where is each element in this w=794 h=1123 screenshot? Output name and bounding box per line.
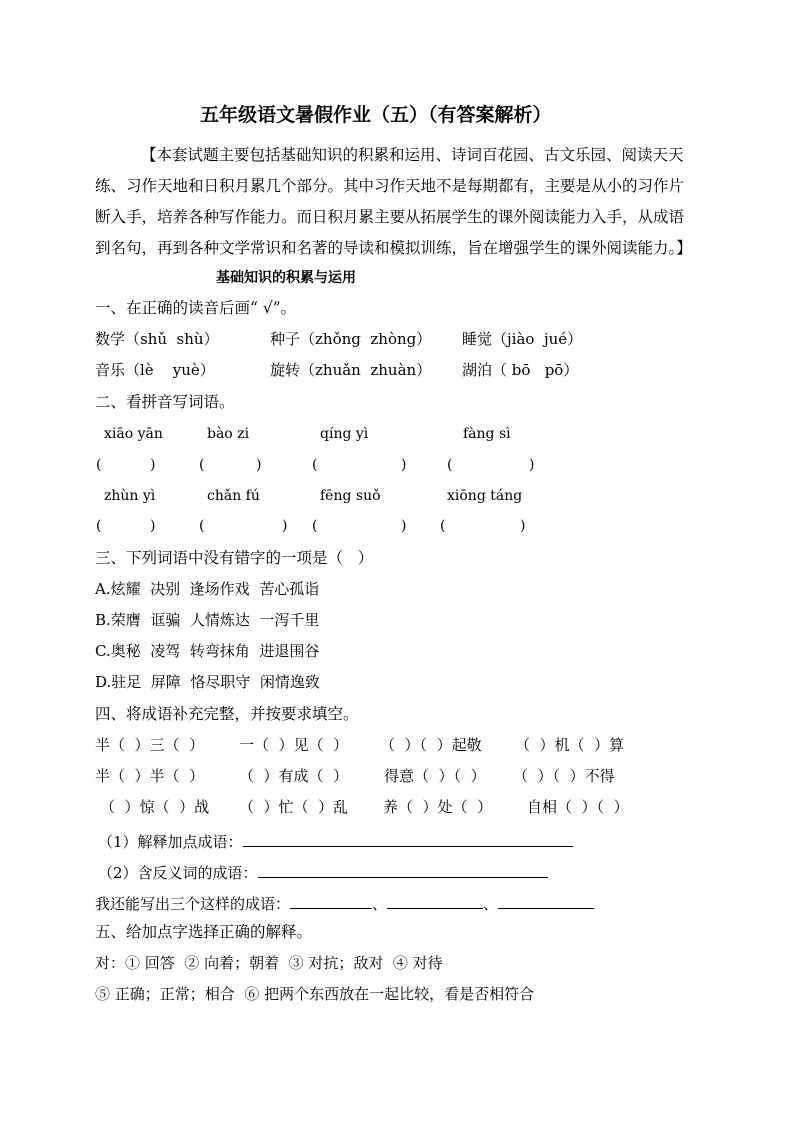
answer-paren-close: ) bbox=[150, 518, 156, 534]
answer-paren-close: ) bbox=[401, 457, 407, 473]
answer-paren-close: ) bbox=[150, 457, 156, 473]
pinyin-5: zhùn yì bbox=[104, 488, 156, 504]
q1-item-6: 湖泊（ bō pō） bbox=[462, 361, 579, 379]
q1-item-3: 睡觉（jiào jué） bbox=[462, 330, 583, 348]
q5-prompt: 五、给加点字选择正确的解释。 bbox=[95, 923, 313, 941]
section-heading: 基础知识的积累与运用 bbox=[216, 270, 356, 286]
idiom-blank: （ ）忙（ ）乱 bbox=[239, 798, 349, 816]
pinyin-1: xiāo yān bbox=[104, 426, 163, 442]
q1-item-2: 种子（zhǒng zhòng） bbox=[270, 330, 432, 348]
q5-line-1: 对：① 回答 ② 向着；朝着 ③ 对抗；敌对 ④ 对待 bbox=[95, 954, 443, 972]
page-title: 五年级语文暑假作业（五）（有答案解析） bbox=[200, 104, 552, 126]
idiom-blank: 半（ ）三（ ） bbox=[95, 736, 205, 754]
answer-paren-open: ( bbox=[447, 457, 453, 473]
q3-option-d: D.驻足 屏障 恪尽职守 闲情逸致 bbox=[95, 673, 320, 691]
answer-paren-close: ) bbox=[520, 518, 526, 534]
pinyin-7: fēng suǒ bbox=[320, 488, 381, 504]
pinyin-4: fàng sì bbox=[463, 426, 511, 442]
pinyin-3: qíng yì bbox=[320, 426, 369, 442]
q4-sub2: （2）含反义词的成语： bbox=[98, 863, 548, 881]
q3-option-c: C.奥秘 凌驾 转弯抹角 进退围谷 bbox=[95, 642, 320, 660]
answer-paren-open: ( bbox=[440, 518, 446, 534]
idiom-blank: （ ）（ ）起敬 bbox=[380, 736, 482, 754]
q1-item-1: 数学（shǔ shù） bbox=[95, 330, 219, 348]
answer-line[interactable] bbox=[387, 894, 483, 909]
answer-paren-open: ( bbox=[199, 518, 205, 534]
answer-paren-close: ) bbox=[282, 518, 288, 534]
answer-paren-open: ( bbox=[312, 518, 318, 534]
intro-line-3: 断入手，培养各种写作能力。而日积月累主要从拓展学生的课外阅读能力入手，从成语 bbox=[95, 208, 685, 226]
idiom-blank: （ ）惊（ ）战 bbox=[100, 798, 210, 816]
q1-prompt: 一、在正确的读音后画“ √”。 bbox=[95, 299, 297, 317]
q4-sub1: （1）解释加点成语： bbox=[98, 832, 573, 850]
answer-paren-close: ) bbox=[529, 457, 535, 473]
idiom-blank: 自相（ ）（ ） bbox=[527, 798, 629, 816]
idiom-blank: 一（ ）见（ ） bbox=[239, 736, 349, 754]
answer-paren-close: ) bbox=[256, 457, 262, 473]
answer-line[interactable] bbox=[243, 832, 573, 847]
pinyin-8: xiōng táng bbox=[447, 488, 523, 504]
idiom-blank: （ ）（ ）不得 bbox=[513, 767, 615, 785]
answer-paren-close: ) bbox=[401, 518, 407, 534]
q1-item-4: 音乐（lè yuè） bbox=[95, 361, 215, 379]
intro-line-1: 【本套试题主要包括基础知识的积累和运用、诗词百花园、古文乐园、阅读天天 bbox=[141, 146, 684, 164]
q4-more: 我还能写出三个这样的成语： 、 、 bbox=[95, 894, 594, 912]
q3-option-b: B.荣膺 诓骗 人情炼达 一泻千里 bbox=[95, 611, 320, 629]
answer-line[interactable] bbox=[258, 863, 548, 878]
q4-prompt: 四、将成语补充完整，并按要求填空。 bbox=[95, 705, 359, 723]
idiom-blank: 半（ ）半（ ） bbox=[95, 767, 205, 785]
idiom-blank: 得意（ ）（ ） bbox=[384, 767, 486, 785]
q5-line-2: ⑤ 正确；正常；相合 ⑥ 把两个东西放在一起比较，看是否相符合 bbox=[95, 985, 535, 1003]
intro-line-2: 练、习作天地和日积月累几个部分。其中习作天地不是每期都有，主要是从小的习作片 bbox=[95, 177, 685, 195]
pinyin-6: chǎn fú bbox=[207, 488, 260, 504]
intro-paragraph bbox=[95, 140, 707, 264]
answer-line[interactable] bbox=[498, 894, 594, 909]
answer-paren-open: ( bbox=[96, 518, 102, 534]
answer-line[interactable] bbox=[290, 894, 372, 909]
q1-item-5: 旋转（zhuǎn zhuàn） bbox=[270, 361, 432, 379]
answer-paren-open: ( bbox=[199, 457, 205, 473]
answer-paren-open: ( bbox=[312, 457, 318, 473]
intro-line-4: 到名句，再到各种文学常识和名著的导读和模拟训练，旨在增强学生的课外阅读能力。】 bbox=[95, 239, 692, 257]
idiom-blank: 养（ ）处（ ） bbox=[383, 798, 493, 816]
answer-paren-open: ( bbox=[96, 457, 102, 473]
q3-prompt: 三、下列词语中没有错字的一项是（ ） bbox=[95, 549, 374, 567]
idiom-blank: （ ）有成（ ） bbox=[239, 767, 349, 785]
q2-prompt: 二、看拼音写词语。 bbox=[95, 393, 235, 411]
idiom-blank: （ ）机（ ）算 bbox=[515, 736, 625, 754]
q3-option-a: A.炫耀 决别 逢场作戏 苦心孤诣 bbox=[95, 580, 320, 598]
pinyin-2: bào zi bbox=[207, 426, 250, 442]
